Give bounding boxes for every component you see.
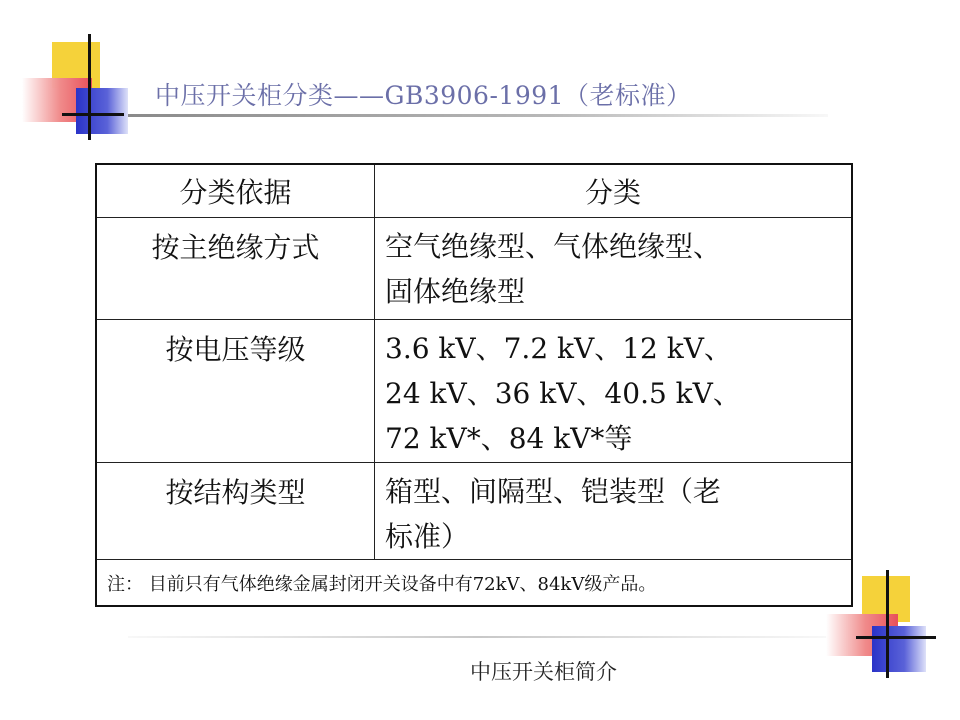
category-line: 24 kV、36 kV、40.5 kV、 <box>385 377 741 410</box>
row-category-cell <box>375 218 853 320</box>
category-line: 固体绝缘型 <box>385 275 526 308</box>
table-header-row <box>96 164 852 218</box>
row-category-text <box>385 463 845 559</box>
category-line: 标准） <box>385 520 470 553</box>
row-category-text <box>385 218 845 314</box>
row-basis-cell <box>96 218 375 320</box>
slide-footer: 中压开关柜简介 <box>470 660 617 684</box>
blue-square-decoration <box>76 88 128 134</box>
table-row <box>96 320 852 463</box>
title-underline <box>128 114 828 117</box>
header-category: 分类 <box>375 164 853 218</box>
classification-table <box>95 163 853 607</box>
table-note-row <box>96 560 852 607</box>
vertical-line-decoration <box>886 570 889 678</box>
header-basis: 分类依据 <box>96 164 375 218</box>
row-basis-cell <box>96 320 375 463</box>
row-category-cell <box>375 463 853 560</box>
row-category-text <box>385 320 845 461</box>
horizontal-line-decoration <box>62 113 124 116</box>
category-line: 箱型、间隔型、铠装型（老 <box>385 475 722 508</box>
table-row <box>96 463 852 560</box>
row-category-cell <box>375 320 853 463</box>
category-line: 3.6 kV、7.2 kV、12 kV、 <box>385 332 732 365</box>
category-line: 空气绝缘型、气体绝缘型、 <box>385 230 722 263</box>
slide-title: 中压开关柜分类——GB3906-1991（老标准） <box>155 81 692 110</box>
horizontal-line-decoration <box>856 636 936 639</box>
row-basis-label: 按主绝缘方式 <box>151 231 320 264</box>
table-note: 注： 目前只有气体绝缘金属封闭开关设备中有72kV、84kV级产品。 <box>96 560 852 607</box>
row-basis-cell <box>96 463 375 560</box>
row-basis-label: 按电压等级 <box>165 333 306 366</box>
footer-divider <box>128 636 828 638</box>
category-line: 72 kV*、84 kV*等 <box>385 422 633 455</box>
blue-square-decoration <box>872 626 926 672</box>
row-basis-label: 按结构类型 <box>165 476 306 509</box>
table-row <box>96 218 852 320</box>
vertical-line-decoration <box>88 34 91 140</box>
